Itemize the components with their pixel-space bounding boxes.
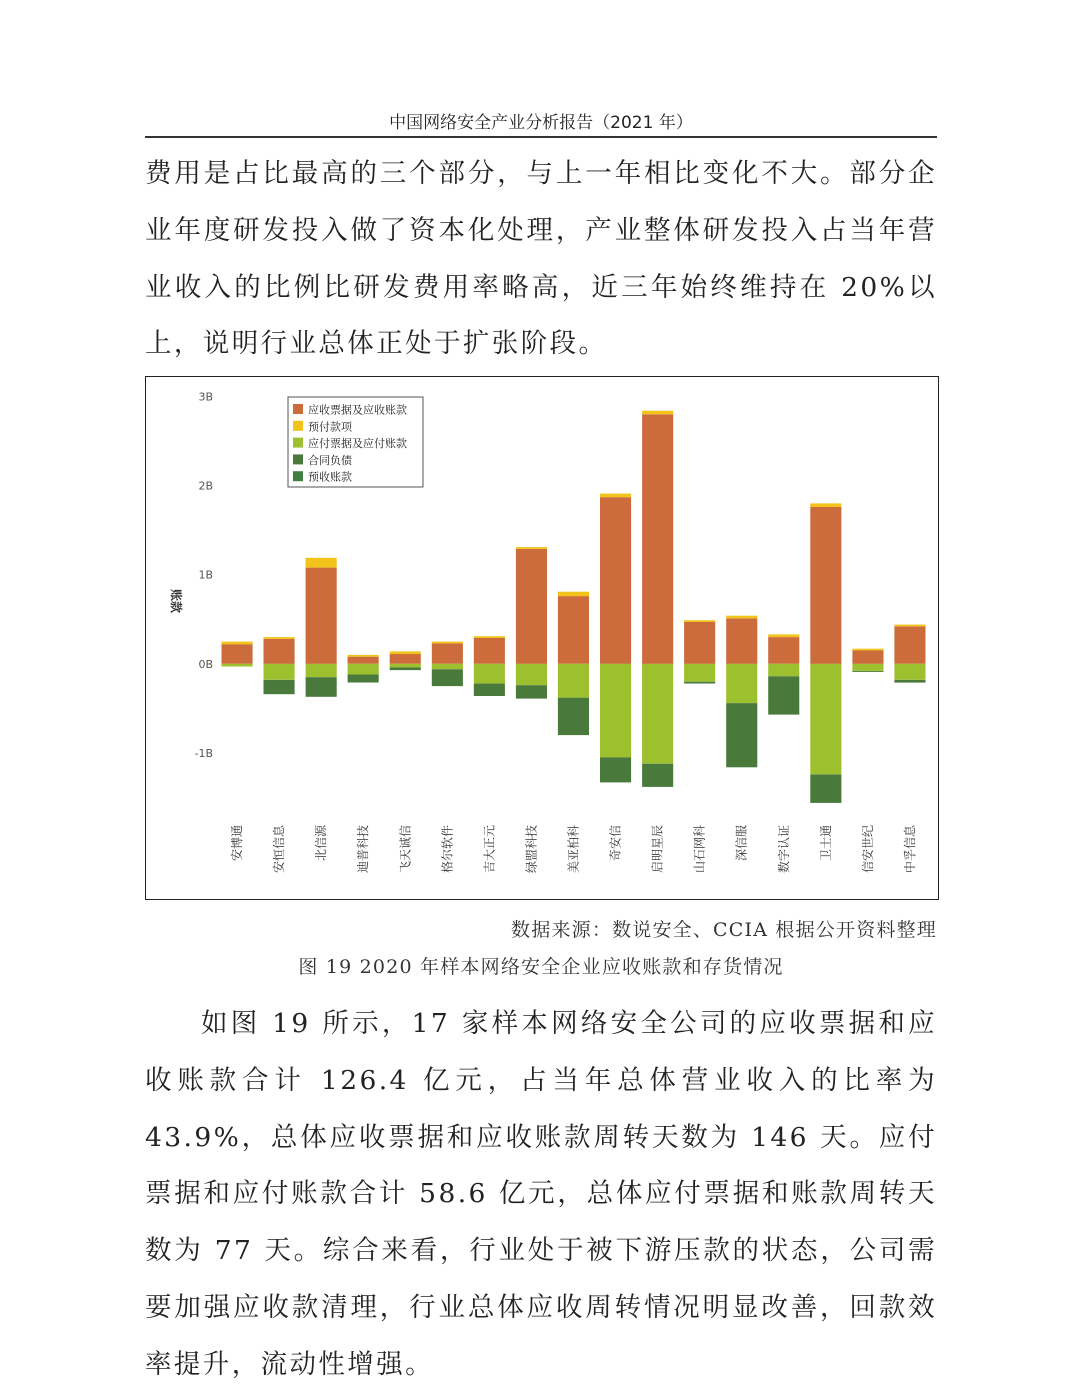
body-paragraph-2: 如图 19 所示，17 家样本网络安全公司的应收票据和应收账款合计 126.4 亿元，占当年总体营业收入的比率为 43.9%，总体应收票据和应收账款周转天数为 146 天。应付票据和应付账款合计 58.6 亿元，总体应付票据和账款周转天数为 77 天。综合来看，行业处于被下游压款的状态，公司需要加强应收款清理，行业总体应收周转情况明显改善，回款效率提升，流动性增强。 — [145, 1008, 937, 1380]
y-tick-label: 0B — [198, 657, 213, 671]
x-category-label: 信安世纪 — [860, 825, 875, 874]
bar-segment — [390, 654, 421, 664]
legend-swatch — [293, 421, 303, 431]
data-source-note: 数据来源：数说安全、CCIA 根据公开资料整理 — [511, 919, 937, 941]
bar-segment — [474, 638, 505, 664]
x-category-label: 飞天诚信 — [398, 825, 413, 874]
bar-segment — [474, 636, 505, 638]
y-axis-label: 账款 — [169, 588, 183, 614]
bar-segment — [852, 649, 883, 651]
bar-segment — [432, 642, 463, 644]
chart-figure — [145, 376, 939, 900]
x-category-label: 迪普科技 — [356, 825, 371, 874]
bar-segment — [516, 685, 547, 698]
bar-segment — [600, 497, 631, 664]
x-category-label: 中孚信息 — [903, 825, 917, 874]
legend-swatch — [293, 438, 303, 448]
legend-label: 合同负债 — [308, 453, 352, 467]
y-tick-label: 3B — [198, 390, 213, 404]
bar-segment — [348, 664, 379, 675]
bar-segment — [390, 667, 421, 670]
bar-segment — [474, 664, 505, 684]
legend-label: 应付票据及应付账款 — [308, 437, 407, 451]
bar-segment — [558, 592, 589, 597]
x-category-label: 卫士通 — [818, 825, 833, 862]
y-tick-label: 1B — [198, 568, 213, 582]
body-paragraph-1: 费用是占比最高的三个部分，与上一年相比变化不大。部分企业年度研发投入做了资本化处理，产业整体研发投入占当年营业收入的比例比研发费用率略高，近三年始终维持在 20%以上，说明行业总体正处于扩张阶段。 — [145, 158, 937, 360]
bar-segment — [516, 549, 547, 664]
bar-segment — [642, 411, 673, 415]
bar-segment — [600, 664, 631, 758]
bar-segment — [810, 507, 841, 664]
bar-segment — [684, 664, 715, 682]
bar-segment — [516, 547, 547, 549]
x-category-label: 安博通 — [230, 825, 244, 862]
bar-segment — [222, 664, 253, 667]
bar-segment — [810, 503, 841, 507]
bar-segment — [684, 620, 715, 622]
bar-segment — [768, 664, 799, 677]
x-category-label: 北信源 — [314, 825, 329, 862]
bar-segment — [768, 637, 799, 664]
bar-segment — [642, 764, 673, 787]
legend-swatch — [293, 404, 303, 414]
bar-segment — [306, 677, 337, 697]
x-category-label: 数字认证 — [776, 825, 791, 874]
x-category-label: 绿盟科技 — [524, 825, 539, 874]
bar-segment — [726, 664, 757, 703]
bar-segment — [726, 618, 757, 664]
bar-segment — [642, 414, 673, 664]
bar-segment — [558, 596, 589, 664]
bar-segment — [222, 644, 253, 664]
bar-segment — [894, 680, 925, 683]
bar-segment — [852, 664, 883, 671]
bar-segment — [516, 664, 547, 685]
bar-segment — [600, 494, 631, 498]
x-category-label: 启明星辰 — [650, 825, 665, 874]
x-category-label: 安恒信息 — [272, 825, 287, 874]
bar-segment — [768, 676, 799, 714]
bar-segment — [432, 669, 463, 686]
x-category-label: 深信服 — [734, 825, 749, 862]
legend-swatch — [293, 454, 303, 464]
bar-segment — [558, 664, 589, 698]
bar-segment — [264, 680, 295, 694]
figure-caption: 图 19 2020 年样本网络安全企业应收账款和存货情况 — [298, 956, 784, 978]
bar-segment — [348, 655, 379, 657]
bar-segment — [474, 684, 505, 697]
bar-segment — [894, 664, 925, 680]
bar-segment — [894, 625, 925, 627]
bar-segment — [810, 774, 841, 803]
bar-segment — [348, 675, 379, 683]
bar-segment — [684, 622, 715, 664]
bar-segment — [852, 651, 883, 664]
bar-segment — [306, 558, 337, 568]
bar-segment — [642, 664, 673, 764]
bar-segment — [432, 643, 463, 664]
x-category-label: 山石网科 — [692, 825, 707, 874]
bar-segment — [684, 682, 715, 684]
x-category-label: 美亚柏科 — [566, 825, 581, 874]
legend-swatch — [293, 471, 303, 481]
bar-segment — [264, 664, 295, 680]
bar-segment — [558, 698, 589, 735]
legend-label: 预付款项 — [308, 420, 352, 434]
bar-segment — [894, 626, 925, 663]
header-rule — [145, 136, 937, 138]
bar-segment — [348, 657, 379, 664]
bar-segment — [432, 664, 463, 669]
bar-segment — [726, 703, 757, 767]
bar-segment — [306, 664, 337, 677]
bar-segment — [390, 664, 421, 668]
page-header: 中国网络安全产业分析报告（2021 年） — [389, 113, 693, 133]
bar-segment — [726, 616, 757, 619]
bar-segment — [264, 637, 295, 639]
bar-segment — [390, 651, 421, 654]
x-category-label: 格尔软件 — [440, 825, 455, 874]
y-tick-label: -1B — [194, 746, 213, 760]
y-tick-label: 2B — [198, 479, 213, 493]
bar-segment — [306, 568, 337, 664]
bar-segment — [600, 757, 631, 782]
x-category-label: 奇安信 — [608, 825, 623, 862]
bar-segment — [768, 634, 799, 637]
bar-segment — [264, 639, 295, 664]
legend-label: 应收票据及应收账款 — [308, 403, 407, 417]
bar-segment — [852, 671, 883, 672]
legend-label: 预收账款 — [308, 470, 352, 484]
x-category-label: 吉大正元 — [482, 825, 497, 874]
bar-segment — [222, 642, 253, 645]
bar-segment — [810, 664, 841, 775]
stacked-bar-chart — [146, 377, 940, 901]
